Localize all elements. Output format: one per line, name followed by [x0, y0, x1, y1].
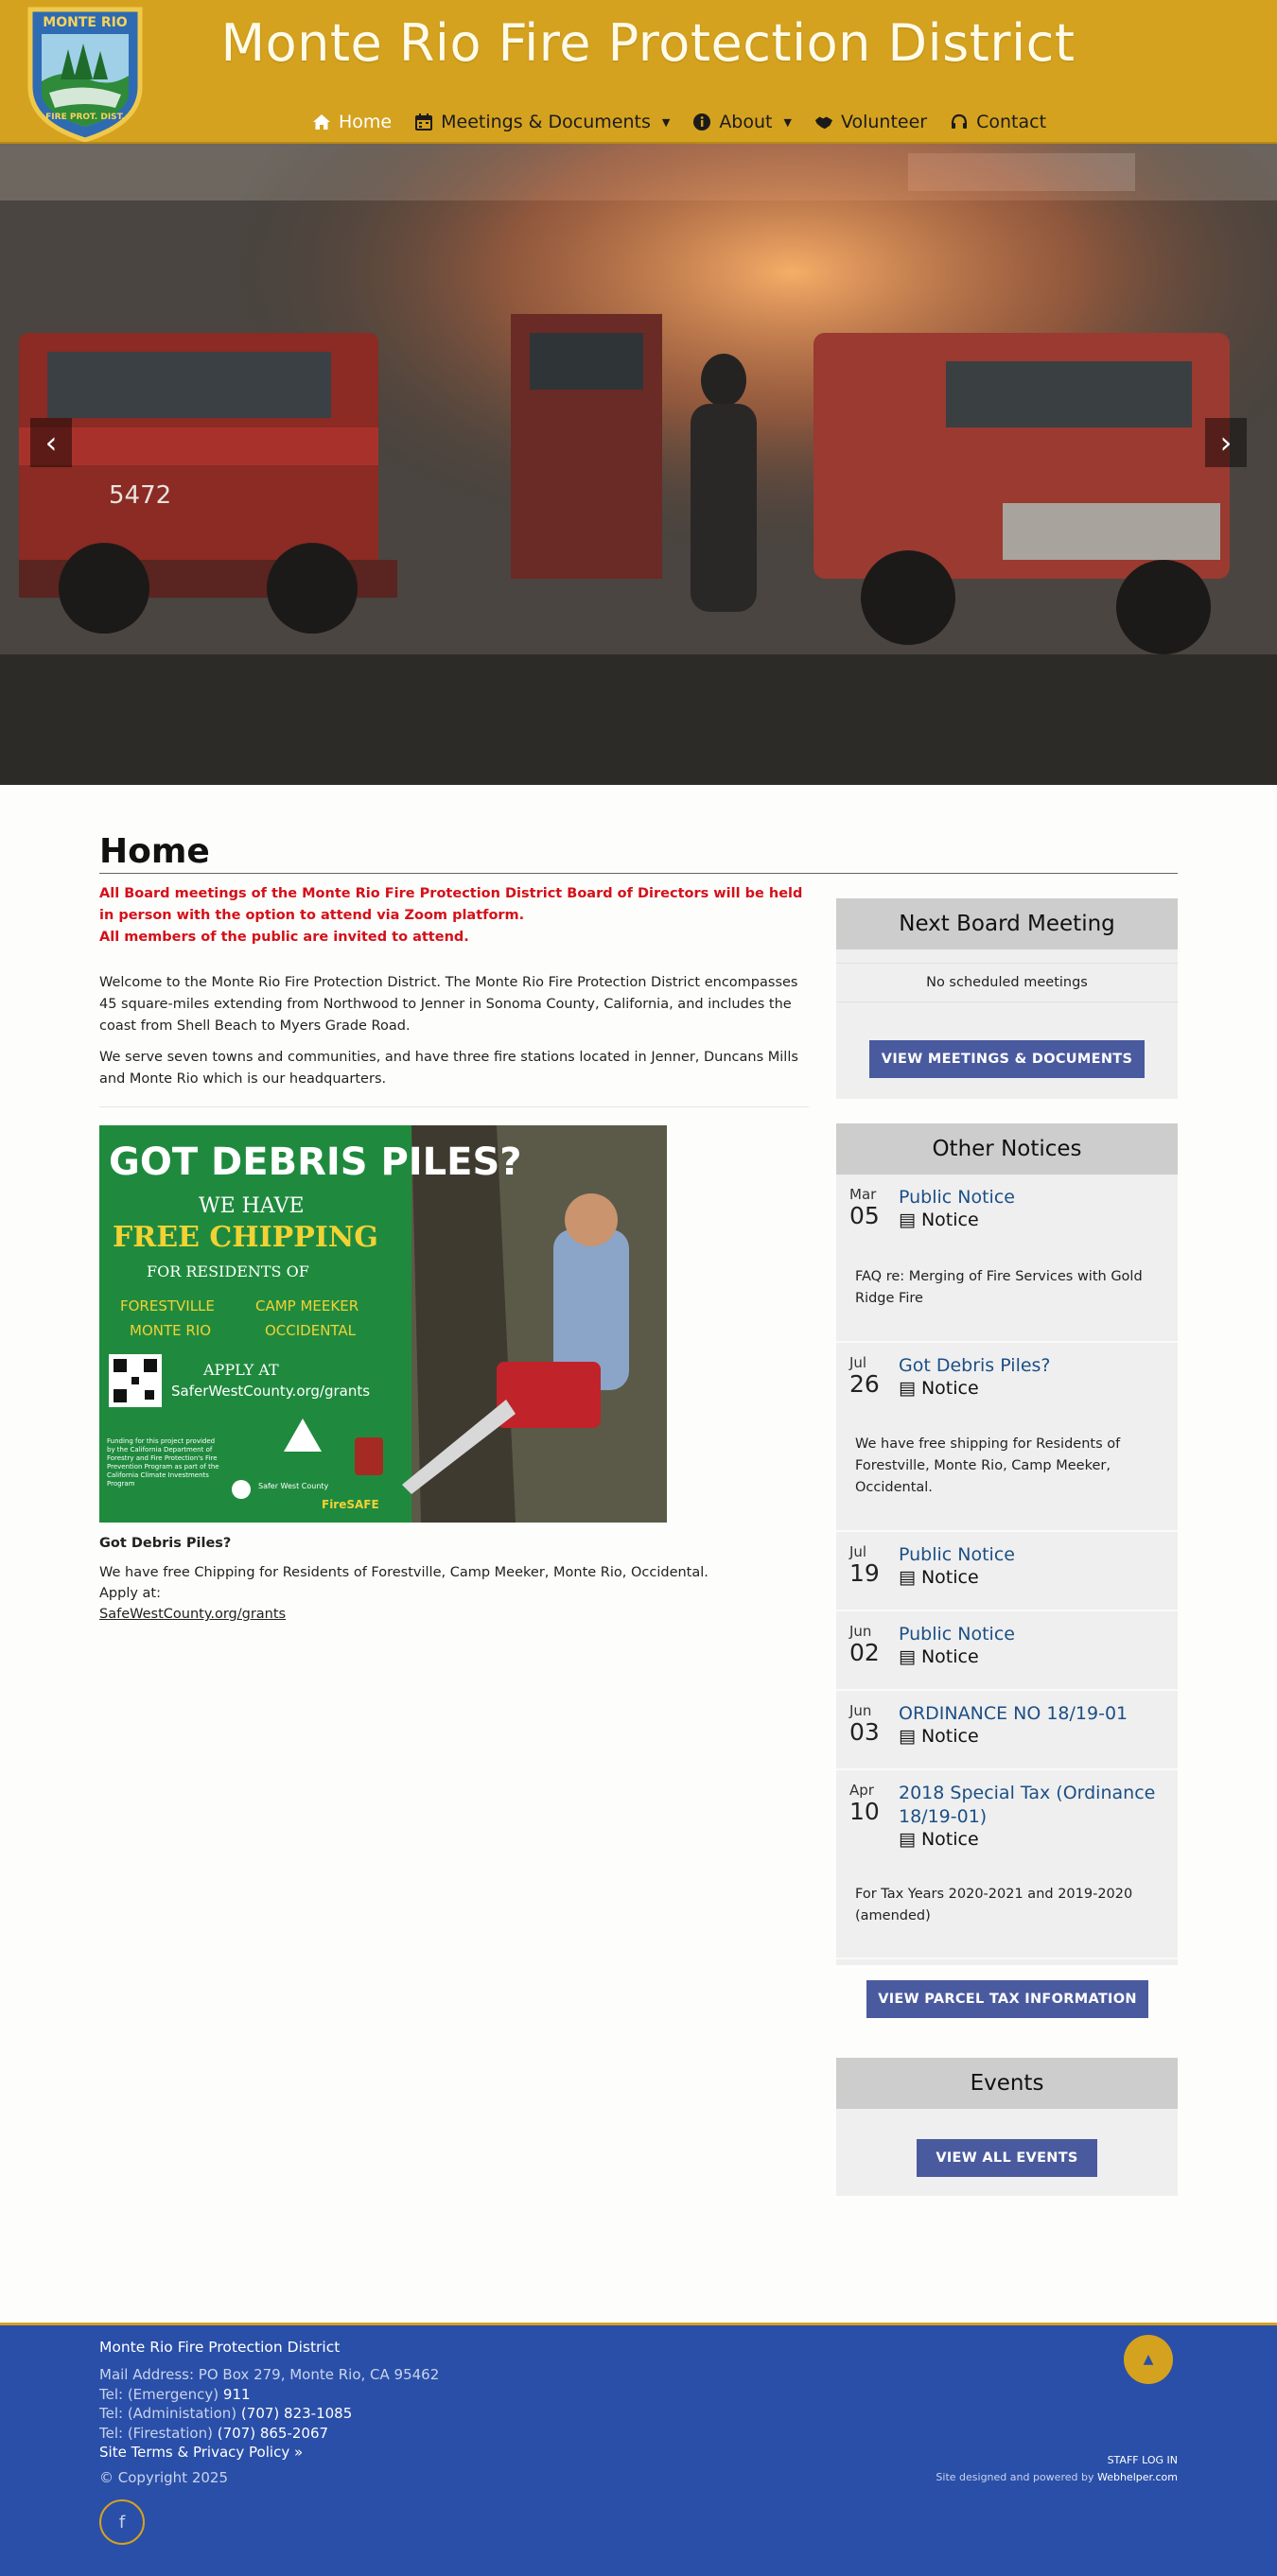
- site-footer: [0, 2323, 1277, 2576]
- home-icon: [312, 113, 331, 131]
- notice-type: [899, 1726, 1159, 1747]
- info-icon: [692, 113, 711, 131]
- main-content: [0, 785, 1277, 2323]
- svg-text:FIRE PROT. DIST.: FIRE PROT. DIST.: [45, 113, 125, 122]
- terms-privacy-link[interactable]: Site Terms & Privacy Policy »: [99, 2444, 304, 2461]
- tel-emergency-label: Tel: (Emergency): [99, 2385, 219, 2403]
- other-notices-panel: [836, 1123, 1178, 1965]
- svg-text:MONTE RIO: MONTE RIO: [130, 1322, 212, 1339]
- view-meetings-button[interactable]: VIEW MEETINGS & DOCUMENTS: [869, 1040, 1145, 1078]
- document-icon: ▤: [899, 1726, 916, 1747]
- nav-meetings[interactable]: [414, 112, 670, 132]
- notice-date: [849, 1186, 899, 1249]
- notice-item[interactable]: [836, 1532, 1178, 1611]
- svg-text:5472: 5472: [109, 481, 172, 510]
- svg-text:WE HAVE: WE HAVE: [199, 1194, 305, 1218]
- nav-about[interactable]: [692, 112, 792, 132]
- notice-item[interactable]: [836, 1770, 1178, 1959]
- nav-about-label: About: [719, 112, 773, 132]
- powered-by: [936, 2471, 1178, 2483]
- svg-text:FireSAFE: FireSAFE: [322, 1498, 379, 1511]
- caret-down-icon: ▼: [783, 115, 792, 129]
- svg-text:APPLY AT: APPLY AT: [203, 1361, 279, 1379]
- site-header: [0, 0, 1277, 144]
- notice-month: Apr: [849, 1782, 874, 1799]
- notice-item[interactable]: [836, 1691, 1178, 1770]
- footer-title: Monte Rio Fire Protection District: [99, 2339, 341, 2356]
- arrow-up-icon: ▲: [1143, 2352, 1154, 2367]
- intro-text: [99, 972, 818, 1100]
- webhelper-link[interactable]: Webhelper.com: [1096, 2471, 1178, 2483]
- view-parcel-tax-button[interactable]: VIEW PARCEL TAX INFORMATION: [866, 1980, 1148, 2018]
- svg-text:GOT DEBRIS PILES?: GOT DEBRIS PILES?: [109, 1140, 522, 1184]
- notice-type-label: Notice: [920, 1378, 979, 1399]
- notice-date: [849, 1354, 899, 1417]
- notice-month: Jul: [849, 1354, 867, 1371]
- svg-text:FREE CHIPPING: FREE CHIPPING: [113, 1221, 378, 1254]
- tel-admin: [99, 2404, 439, 2424]
- svg-text:MONTE RIO: MONTE RIO: [43, 15, 128, 30]
- notice-type-label: Notice: [920, 1646, 979, 1667]
- no-meetings-text: No scheduled meetings: [836, 963, 1178, 1002]
- tel-admin-number[interactable]: (707) 823-1085: [240, 2405, 353, 2422]
- notice-item[interactable]: [836, 1611, 1178, 1691]
- notice-info: [899, 1782, 1159, 1867]
- poster-caption: [99, 1562, 818, 1625]
- handshake-icon: [814, 113, 833, 131]
- svg-text:OCCIDENTAL: OCCIDENTAL: [265, 1322, 357, 1339]
- facebook-button[interactable]: [99, 2499, 145, 2545]
- notice-month: Jul: [849, 1543, 867, 1560]
- document-icon: ▤: [899, 1829, 916, 1850]
- safer-west-county-link[interactable]: SafeWestCounty.org/grants: [99, 1607, 287, 1622]
- tel-admin-label: Tel: (Administation): [99, 2405, 237, 2422]
- fire-trucks-photo: [0, 144, 1277, 785]
- caret-down-icon: ▼: [661, 115, 671, 129]
- poster-caption-title: Got Debris Piles?: [99, 1536, 232, 1551]
- next-meeting-title: Next Board Meeting: [836, 898, 1178, 949]
- facebook-icon: f: [118, 2512, 126, 2532]
- notice-day: 05: [849, 1202, 880, 1229]
- document-icon: ▤: [899, 1567, 916, 1588]
- notice-type-label: Notice: [920, 1567, 979, 1588]
- slider-prev-button[interactable]: [30, 418, 72, 467]
- notice-title-link[interactable]: Public Notice: [899, 1187, 1015, 1208]
- view-all-events-button[interactable]: VIEW ALL EVENTS: [917, 2139, 1097, 2177]
- staff-login-link[interactable]: STAFF LOG IN: [1107, 2454, 1178, 2466]
- tel-station-number[interactable]: (707) 865-2067: [217, 2424, 329, 2442]
- slider-next-button[interactable]: [1205, 418, 1247, 467]
- svg-text:FOR RESIDENTS OF: FOR RESIDENTS OF: [147, 1262, 309, 1280]
- divider: [99, 1106, 809, 1107]
- nav-meetings-label: Meetings & Documents: [441, 112, 651, 132]
- notice-description: FAQ re: Merging of Fire Services with Gold Ridge Fire: [855, 1268, 1143, 1306]
- svg-text:SaferWestCounty.org/grants: SaferWestCounty.org/grants: [171, 1383, 371, 1400]
- notice-day: 02: [849, 1639, 880, 1666]
- notice-info: [899, 1702, 1159, 1755]
- document-icon: ▤: [899, 1646, 916, 1667]
- events-panel: [836, 2058, 1178, 2196]
- notice-day: 26: [849, 1370, 880, 1398]
- notice-description: We have free shipping for Residents of Forestville, Monte Rio, Camp Meeker, Occidental.: [855, 1436, 1121, 1495]
- svg-text:Safer West County: Safer West County: [258, 1482, 329, 1490]
- meeting-alert: [99, 883, 818, 949]
- chevron-left-icon: ‹: [44, 425, 58, 461]
- tel-station: [99, 2424, 439, 2444]
- notice-title-link[interactable]: Public Notice: [899, 1624, 1015, 1645]
- back-to-top-button[interactable]: [1124, 2335, 1173, 2384]
- notice-type: [899, 1378, 1159, 1399]
- notice-type: [899, 1646, 1159, 1667]
- main-nav: [312, 112, 1046, 132]
- notice-info: [899, 1186, 1159, 1249]
- nav-contact-label: Contact: [976, 112, 1047, 132]
- notice-title-link[interactable]: 2018 Special Tax (Ordinance 18/19-01): [899, 1783, 1156, 1827]
- alert-line-1: All Board meetings of the Monte Rio Fire Protection District Board of Directors will be held in person with the option to attend via Zoom platform.: [99, 886, 803, 923]
- nav-home-label: Home: [339, 112, 393, 132]
- notice-day: 19: [849, 1559, 880, 1587]
- events-title: Events: [836, 2058, 1178, 2109]
- notice-month: Mar: [849, 1186, 877, 1203]
- notice-item[interactable]: [836, 1343, 1178, 1532]
- notice-date: [849, 1623, 899, 1676]
- poster-caption-apply: Apply at:: [99, 1586, 162, 1601]
- notice-type: [899, 1829, 1159, 1850]
- notice-date: [849, 1702, 899, 1755]
- tel-station-label: Tel: (Firestation): [99, 2424, 213, 2442]
- notice-day: 03: [849, 1718, 880, 1746]
- chevron-right-icon: ›: [1219, 425, 1233, 461]
- notice-title-link[interactable]: ORDINANCE NO 18/19-01: [899, 1703, 1128, 1724]
- notice-item[interactable]: [836, 1175, 1178, 1343]
- tel-emergency-number[interactable]: 911: [222, 2385, 251, 2403]
- intro-paragraph-1: Welcome to the Monte Rio Fire Protection District. The Monte Rio Fire Protection District encompasses 45 square-miles extending from Northwood to Jenner in Sonoma County, California, and includes the coast from Shell Beach to Myers Grade Road.: [99, 975, 798, 1034]
- parcel-tax-wrap: [866, 1980, 1148, 2018]
- notice-info: [899, 1623, 1159, 1676]
- notice-type: [899, 1210, 1159, 1230]
- intro-paragraph-2: We serve seven towns and communities, and have three fire stations located in Jenner, Duncans Mills and Monte Rio which is our headquarters.: [99, 1050, 798, 1087]
- footer-contact: [99, 2365, 439, 2463]
- site-title: Monte Rio Fire Protection District: [220, 13, 1076, 73]
- notice-day: 10: [849, 1798, 880, 1825]
- notice-type-label: Notice: [920, 1210, 979, 1230]
- alert-line-2: All members of the public are invited to attend.: [99, 930, 469, 945]
- notice-info: [899, 1543, 1159, 1596]
- notice-title-link[interactable]: Public Notice: [899, 1544, 1015, 1565]
- nav-volunteer-label: Volunteer: [840, 112, 928, 132]
- calendar-icon: [414, 113, 433, 131]
- notice-date: [849, 1543, 899, 1596]
- svg-text:CAMP MEEKER: CAMP MEEKER: [255, 1297, 359, 1314]
- hero-slider: [0, 144, 1277, 785]
- svg-text:FORESTVILLE: FORESTVILLE: [120, 1297, 215, 1314]
- mail-address: Mail Address: PO Box 279, Monte Rio, CA 95462: [99, 2366, 440, 2383]
- poster-caption-text: We have free Chipping for Residents of Forestville, Camp Meeker, Monte Rio, Occidental.: [99, 1565, 708, 1580]
- powered-by-prefix: Site designed and powered by: [936, 2471, 1094, 2483]
- notice-month: Jun: [849, 1702, 872, 1719]
- page-title: Home: [99, 832, 1178, 874]
- nav-contact[interactable]: [950, 112, 1046, 132]
- nav-home[interactable]: [312, 112, 392, 132]
- notice-month: Jun: [849, 1623, 872, 1640]
- document-icon: ▤: [899, 1378, 916, 1399]
- notice-type-label: Notice: [920, 1829, 979, 1850]
- notice-type: [899, 1567, 1159, 1588]
- next-meeting-panel: [836, 898, 1178, 1099]
- notice-info: [899, 1354, 1159, 1417]
- notice-description: For Tax Years 2020-2021 and 2019-2020 (amended): [855, 1887, 1133, 1923]
- headset-icon: [950, 113, 969, 131]
- debris-piles-poster[interactable]: GOT DEBRIS PILES? WE HAVE FREE CHIPPING FOR RESIDENTS OF FORESTVILLE CAMP MEEKER MONTE RIO OCCIDENTAL APPLY AT SaferWestCounty.org/grants Funding for this project provided by the California Department of Forestry and Fire Protection's Fire Prevention Program as part of the California Climate Investments Program Safer West County FireSAFE: [99, 1125, 667, 1523]
- nav-volunteer[interactable]: [814, 112, 927, 132]
- document-icon: ▤: [899, 1210, 916, 1230]
- notice-title-link[interactable]: Got Debris Piles?: [899, 1355, 1051, 1376]
- copyright: © Copyright 2025: [99, 2469, 229, 2486]
- notice-type-label: Notice: [920, 1726, 979, 1747]
- notice-date: [849, 1782, 899, 1867]
- other-notices-title: Other Notices: [836, 1123, 1178, 1175]
- tel-emergency: [99, 2385, 439, 2405]
